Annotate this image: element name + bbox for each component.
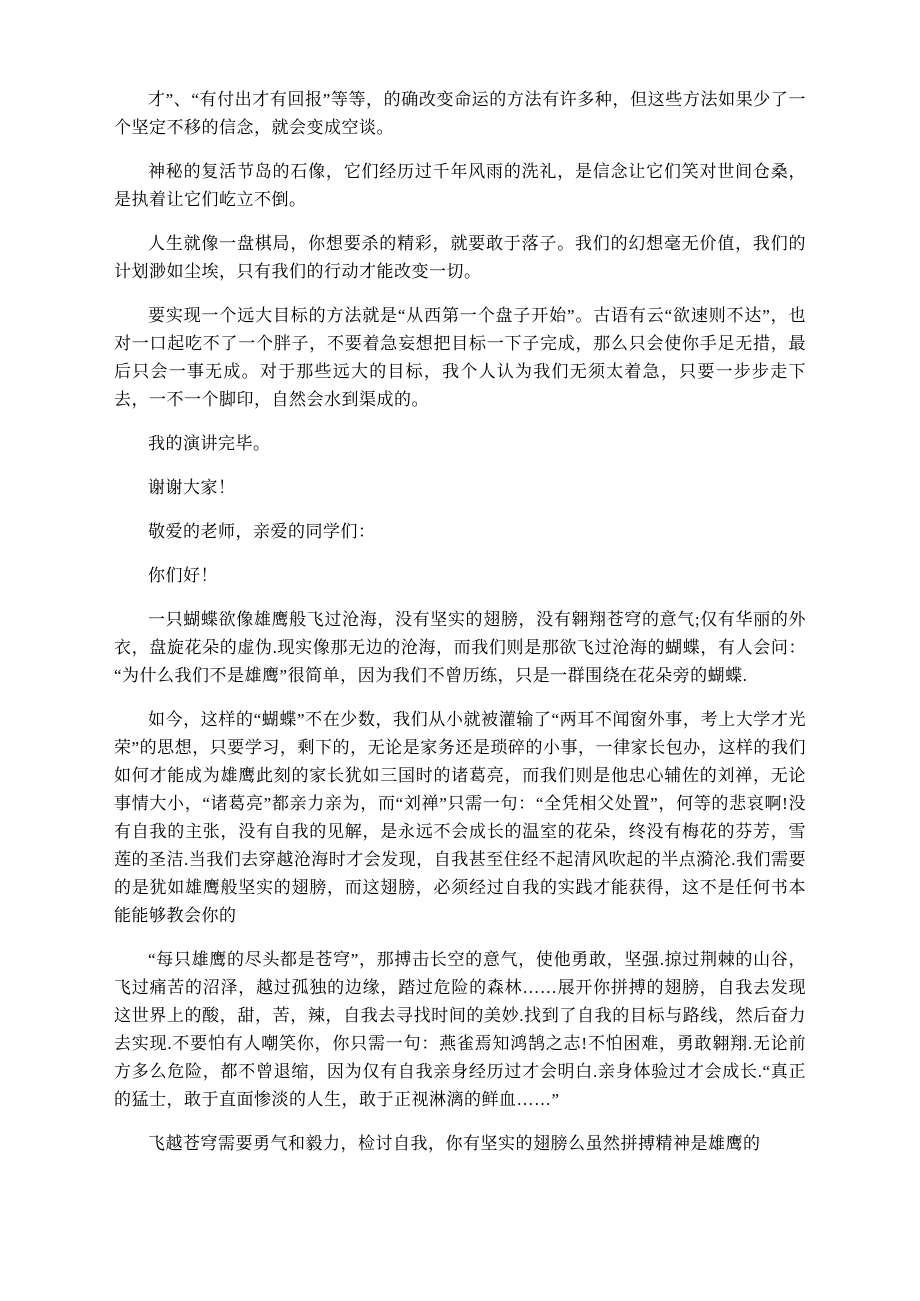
paragraph: 神秘的复活节岛的石像，它们经历过千年风雨的洗礼，是信念让它们笑对世间仓桑，是执着让它们屹立不倒。 — [114, 162, 806, 209]
paragraph: 谢谢大家！ — [148, 478, 236, 497]
paragraph: “每只雄鹰的尽头都是苍穹”，那搏击长空的意气，使他勇敢，坚强.掠过荆棘的山谷，飞过痛苦的沼泽，越过孤独的边缘，踏过危险的森林……展开你拼搏的翅膀，自我去发现这世界上的酸，甜，苦，辣，自我去寻找时间的美妙.找到了自我的目标与路线，然后奋力去实现.不要怕有人嘲笑你，你只需一句：燕雀焉知鸿鹄之志!不怕困难，勇敢翱翔.无论前方多么危险，都不曾退缩，因为仅有自我亲身经历过才会明白.亲身体验过才会成长.“真正的猛士，敢于直面惨淡的人生，敢于正视淋漓的鲜血……” — [114, 950, 806, 1109]
paragraph: 我的演讲完毕。 — [148, 434, 271, 453]
paragraph: 你们好！ — [148, 566, 218, 585]
paragraph: 飞越苍穹需要勇气和毅力，检讨自我，你有坚实的翅膀么虽然拼搏精神是雄鹰的 — [148, 1134, 761, 1153]
paragraph: 才”、“有付出才有回报”等等，的确改变命运的方法有许多种，但这些方法如果少了一个坚定不移的信念，就会变成空谈。 — [114, 90, 806, 137]
paragraph: 敬爱的老师，亲爱的同学们： — [148, 522, 376, 541]
paragraph: 人生就像一盘棋局，你想要杀的精彩，就要敢于落子。我们的幻想毫无价值，我们的计划渺如尘埃，只有我们的行动才能改变一切。 — [114, 234, 806, 281]
paragraph: 一只蝴蝶欲像雄鹰般飞过沧海，没有坚实的翅膀，没有翱翔苍穹的意气;仅有华丽的外衣，盘旋花朵的虚伪.现实像那无边的沧海，而我们则是那欲飞过沧海的蝴蝶，有人会问：“为什么我们不是雄鹰”很简单，因为我们不曾历练，只是一群围绕在花朵旁的蝴蝶. — [114, 610, 806, 685]
paragraph: 如今，这样的“蝴蝶”不在少数，我们从小就被灌输了“两耳不闻窗外事，考上大学才光荣”的思想，只要学习，剩下的，无论是家务还是琐碎的小事，一律家长包办，这样的我们如何才能成为雄鹰此刻的家长犹如三国时的诸葛亮，而我们则是他忠心辅佐的刘禅，无论事情大小，“诸葛亮”都亲力亲为，而“刘禅”只需一句：“全凭相父处置”，何等的悲哀啊!没有自我的主张，没有自我的见解，是永远不会成长的温室的花朵，终没有梅花的芬芳，雪莲的圣洁.当我们去穿越沧海时才会发现，自我甚至住经不起清风吹起的半点漪沦.我们需要的是犹如雄鹰般坚实的翅膀，而这翅膀，必须经过自我的实践才能获得，这不是任何书本能能够教会你的 — [114, 710, 806, 925]
paragraph: 要实现一个远大目标的方法就是“从西第一个盘子开始”。古语有云“欲速则不达”，也对一口起吃不了一个胖子，不要着急妄想把目标一下子完成，那么只会使你手足无措，最后只会一事无成。对于那些远大的目标，我个人认为我们无须太着急，只要一步步走下去，一不一个脚印，自然会水到渠成的。 — [114, 306, 806, 409]
document-body — [114, 86, 806, 1158]
